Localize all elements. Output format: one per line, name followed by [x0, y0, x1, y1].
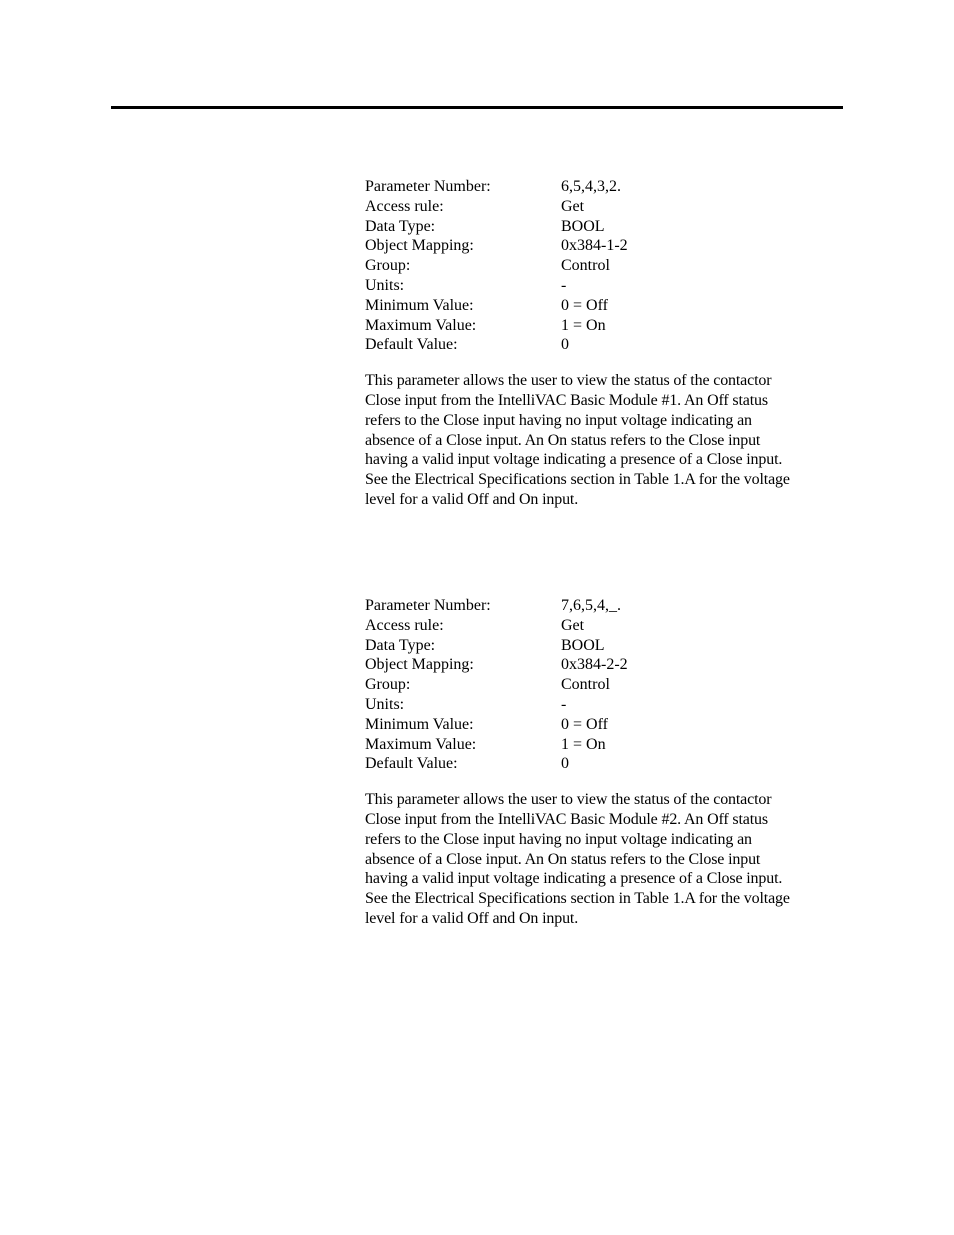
units-row [365, 276, 843, 296]
group-value: Control [561, 257, 610, 275]
maximum-value-label: Maximum Value: [365, 316, 477, 334]
units-label: Units: [365, 695, 405, 713]
description-line: Close input from the IntelliVAC Basic Module #1. An Off status [365, 391, 768, 409]
minimum-value-value: 0 = Off [561, 296, 608, 314]
group-row [365, 256, 843, 276]
default-value-value: 0 [561, 755, 569, 773]
maximum-value-row [365, 316, 843, 336]
data-type-label: Data Type: [365, 636, 436, 654]
object-mapping-value: 0x384-2-2 [561, 656, 628, 674]
minimum-value-value: 0 = Off [561, 715, 608, 733]
access-rule-row [365, 616, 843, 636]
description-line: This parameter allows the user to view the status of the contactor [365, 372, 772, 390]
description-line: absence of a Close input. An On status refers to the Close input [365, 850, 761, 868]
maximum-value-value: 1 = On [561, 735, 606, 753]
default-value-row [365, 335, 843, 355]
data-type-value: BOOL [561, 217, 605, 235]
default-value-label: Default Value: [365, 755, 458, 773]
object-mapping-value: 0x384-1-2 [561, 237, 628, 255]
maximum-value-value: 1 = On [561, 316, 606, 334]
description-line: refers to the Close input having no input voltage indicating an [365, 830, 752, 848]
parameter-attributes-table [365, 177, 843, 355]
default-value-value: 0 [561, 336, 569, 354]
access-rule-label: Access rule: [365, 616, 444, 634]
default-value-label: Default Value: [365, 336, 458, 354]
description-line: level for a valid Off and On input. [365, 490, 579, 508]
description-line: level for a valid Off and On input. [365, 909, 579, 927]
object-mapping-label: Object Mapping: [365, 237, 474, 255]
description-line: absence of a Close input. An On status refers to the Close input [365, 431, 761, 449]
parameter-number-value: 6,5,4,3,2. [561, 178, 621, 195]
parameter-block [365, 596, 843, 929]
object-mapping-row [365, 655, 843, 675]
data-type-row [365, 217, 843, 237]
access-rule-value: Get [561, 197, 585, 215]
description-line: having a valid input voltage indicating a presence of a Close input. [365, 870, 783, 888]
data-type-label: Data Type: [365, 217, 436, 235]
description-line: Close input from the IntelliVAC Basic Module #2. An Off status [365, 810, 768, 828]
group-label: Group: [365, 257, 411, 275]
minimum-value-label: Minimum Value: [365, 296, 474, 314]
parameter-attributes-table [365, 596, 843, 774]
units-value: - [561, 276, 567, 294]
object-mapping-row [365, 236, 843, 256]
description-line: See the Electrical Specifications section in Table 1.A for the voltage [365, 890, 790, 908]
maximum-value-row [365, 735, 843, 755]
default-value-row [365, 754, 843, 774]
description-line: having a valid input voltage indicating a presence of a Close input. [365, 451, 783, 469]
parameter-number-row [365, 596, 843, 616]
access-rule-row [365, 197, 843, 217]
description-line: refers to the Close input having no input voltage indicating an [365, 411, 752, 429]
group-row [365, 675, 843, 695]
group-value: Control [561, 676, 610, 694]
description-line: See the Electrical Specifications section in Table 1.A for the voltage [365, 471, 790, 489]
data-type-row [365, 636, 843, 656]
parameter-number-row [365, 177, 843, 197]
units-row [365, 695, 843, 715]
data-type-value: BOOL [561, 636, 605, 654]
parameter-number-label: Parameter Number: [365, 597, 491, 614]
units-value: - [561, 695, 567, 713]
parameter-description [365, 371, 843, 510]
minimum-value-row [365, 296, 843, 316]
maximum-value-label: Maximum Value: [365, 735, 477, 753]
parameter-block [365, 177, 843, 510]
description-line: This parameter allows the user to view the status of the contactor [365, 791, 772, 809]
parameter-number-label: Parameter Number: [365, 178, 491, 195]
parameter-number-value: 7,6,5,4,_. [561, 597, 621, 614]
access-rule-value: Get [561, 616, 585, 634]
object-mapping-label: Object Mapping: [365, 656, 474, 674]
access-rule-label: Access rule: [365, 197, 444, 215]
parameter-description [365, 790, 843, 929]
units-label: Units: [365, 276, 405, 294]
minimum-value-label: Minimum Value: [365, 715, 474, 733]
minimum-value-row [365, 715, 843, 735]
header-rule [111, 106, 843, 109]
group-label: Group: [365, 676, 411, 694]
